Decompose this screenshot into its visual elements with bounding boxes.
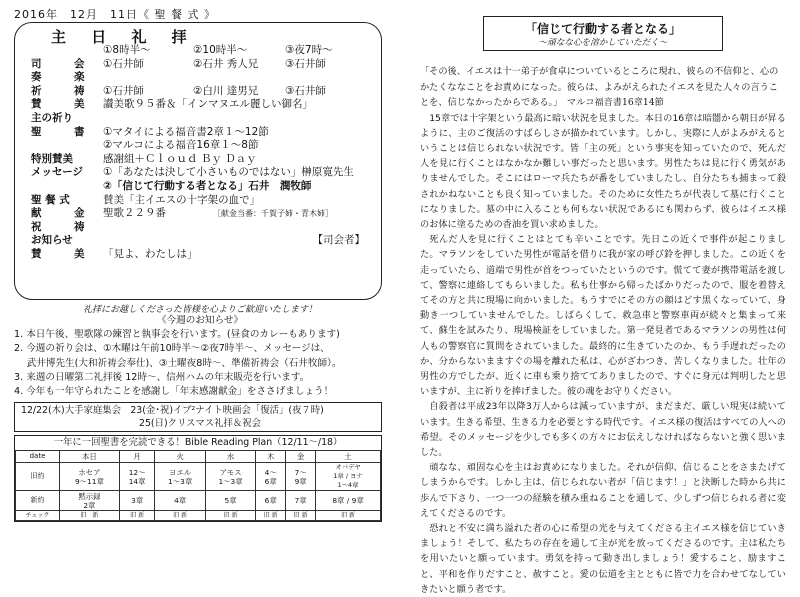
closing-hymn-row: 賛 美 「見よ、わたしは」 bbox=[31, 248, 371, 262]
events-box bbox=[14, 402, 382, 432]
table-row: 新約 黙示録 2章 3章 4章 5章 6章 7章 8章 / 9章 bbox=[16, 491, 381, 511]
announcements-heading: 《今週のお知らせ》 bbox=[14, 314, 386, 328]
time-2: ②10時半～ bbox=[193, 44, 285, 58]
sermon-paragraph: 頑なな、頑固な心を主はお責めになりました。それが信仰、信じることをさまたげてしまうからです。しかし主は、信じられない者が「信じます！」と決断した時から共に歩んで下さり、一つ一つの経験を積み重ねることを通して、少しずつ信じられる者に変えてくださるのです。 bbox=[420, 460, 786, 521]
sermon-title-box bbox=[483, 16, 723, 51]
sermon-paragraph: 自殺者は平成23年以降3万人からは減っていますが、まだまだ、厳しい現実は続いています。生きる希望、生きる力を必要とする時代です。イエス様の復活はすべての人への希望。そのメッセージを少しでも多くの方々にお伝えしなければならないと強く思いました。 bbox=[420, 399, 786, 460]
presider-row: 司 会 ①石井師 ②石井 秀人兄 ③石井師 bbox=[31, 58, 371, 72]
sermon-subtitle: ～頑なな心を溶かしていただく～ bbox=[484, 36, 722, 48]
table-row: チェック 旧 新 旧 新 旧 新 旧 新 旧 新 旧 新 旧 新 bbox=[16, 511, 381, 521]
message-row-2: ②「信じて行動する者となる」石井 潤牧師 bbox=[31, 180, 371, 194]
sermon-paragraph: 死んだ人を見に行くことはとても辛いことです。先日この近くで事件が起こりました。マラソンをしていた男性が電話を借りに我が家の呼び鈴を押しました。この近くを走っていたら、道端で男性が首をつっていたというのです。慌てて妻が携帯電話を渡して、警察に連絡してもらいました。私も仕事から帰ったばかりだったので、服を着替えてその方と共に現場に向かいました。もうすでにその方の顔はどす黒くなっていて、身動き一つしていませんでした。しばらくして、救急車と警察車両が続々と集まって来て、蘇生を試みたり、現場検証をしていました。第一発見者であるマラソンの男性は何人もの警察官に質問をされていました。最終的に生きていたのか、もう手遅れだったのか、分からないまますぐの場を離れた私は、心がざわつき、苦しくなりました。壮年の男性の方でしたが、近くに車も乗り捨ててありましたので、すぐに身元は判明したと思いますが、主に祈りを捧げました。彼の魂をお守りください。 bbox=[420, 232, 786, 399]
scripture-row-2: ②マルコによる福音16章１～8節 bbox=[31, 139, 371, 153]
check-box[interactable]: 新 bbox=[92, 512, 98, 519]
message-row-1: メッセージ ①「あなたは決して小さいものではない」榊原寛先生 bbox=[31, 166, 371, 180]
time-3: ③夜7時～ bbox=[285, 44, 333, 58]
check-box[interactable]: 旧 bbox=[341, 512, 347, 519]
check-box[interactable]: 旧 bbox=[294, 512, 300, 519]
right-column bbox=[420, 16, 786, 556]
announcement-item: 1. 本日午後、聖歌隊の練習と執事会を行います。(昼食のカレーもあります) bbox=[14, 328, 386, 342]
check-box[interactable]: 旧 bbox=[264, 512, 270, 519]
announcement-item: 4. 今年も一年守られたことを感謝し「年末感謝献金」をささげましょう！ bbox=[14, 385, 386, 399]
check-box[interactable]: 新 bbox=[138, 512, 144, 519]
worship-title: 主 日 礼 拝 bbox=[51, 26, 371, 44]
prayer-row: 祈 祷 ①石井師 ②白川 達男兄 ③石井師 bbox=[31, 85, 371, 99]
check-box[interactable]: 新 bbox=[232, 512, 238, 519]
sermon-paragraph: 15章では十字架という最高に暗い状況を見ました。本日の16章は暗闇から朝日が昇るように、主のご復活のすばらしさが描かれています。しかし、実際に人がよみがえるということは信じられない状況です。皆「主の死」という事実を知っていたので、死んだ人を見に行くことはなかなか難しい事だったと思います。男性たちは見に行く勇気がありませんでした。そこにはローマ兵たちが番をしていましたし、自分たちも捕まって殺されかねないことも良く知っていました。そのために女性たちが代表して墓に行くことになりました。墓の中に入ることも何もない状況であるにも関わらず、彼らはイエス様のお体に塗るための香油を買い求めました。 bbox=[420, 111, 786, 233]
time-1: ①8時半～ bbox=[103, 44, 193, 58]
sermon-paragraph: 恐れと不安に満ち溢れた者の心に希望の光を与えてくださる主イエス様を信じていきましょう！そして、私たちの存在を通して主が光を放ってくださるのです。主は私たちを用いたいと願っています。勇気を持って動き出しましょう！愛すること、励ますこと、平和を作りだすこと、赦すこと。愛の伝道を主とともに皆で力を合わせてなしていきたいと願う者です。 bbox=[420, 521, 786, 597]
check-box[interactable]: 旧 bbox=[224, 512, 230, 519]
left-column bbox=[14, 6, 386, 556]
offering-row: 献 金 聖歌２２９番 ［献金当番：千賀子姉・青木姉］ bbox=[31, 207, 371, 221]
bulletin-header: 2016年 12月 11日《 聖 餐 式 》 bbox=[14, 6, 386, 20]
worship-order-box bbox=[14, 22, 382, 300]
check-box[interactable]: 旧 bbox=[173, 512, 179, 519]
scripture-quote: 「その後、イエスは十一弟子が食卓についているところに現れ、彼らの不信仰と、心のかたくななことをお責めになった。彼らは、よみがえられたイエスを見た人々の言うことを、信じなかったからである。」 マルコ福音書16章14節 bbox=[420, 64, 786, 111]
times-row bbox=[31, 44, 371, 58]
welcome-message: 礼拝にお越しくださった皆様を心よりご歓迎いたします！ bbox=[14, 302, 386, 314]
prelude-row: 奏 楽 bbox=[31, 71, 371, 85]
announcement-item: 武井博先生(大和祈祷会奉仕)、③土曜夜8時～、準備祈祷会（石井牧師）。 bbox=[14, 357, 386, 371]
special-music-row: 特別賛美 感謝組＋Ｃｌｏｕｄ Ｂｙ Ｄａｙ bbox=[31, 153, 371, 167]
sermon-title: 「信じて行動する者となる」 bbox=[484, 20, 722, 36]
announcement-item: 2. 今週の祈り会は、①木曜は午前10時半～②夜7時半～、メッセージは、 bbox=[14, 342, 386, 356]
reading-plan bbox=[14, 435, 382, 522]
check-box[interactable]: 新 bbox=[181, 512, 187, 519]
lords-prayer-row: 主の祈り bbox=[31, 112, 371, 126]
check-box[interactable]: 新 bbox=[302, 512, 308, 519]
hymn-row: 賛 美 讃美歌９５番 ＆「インマヌエル麗しい御名」 bbox=[31, 98, 371, 112]
reading-plan-table bbox=[15, 450, 381, 521]
notices-row: お知らせ 【司会者】 bbox=[31, 234, 371, 248]
blessing-row: 祝 祷 bbox=[31, 221, 371, 235]
reading-plan-title: 一年に一回聖書を完読できる！Bible Reading Plan（12/11～/18） bbox=[15, 436, 381, 450]
communion-row: 聖 餐 式 賛美「主イエスの十字架の血で」 bbox=[31, 194, 371, 208]
check-box[interactable]: 新 bbox=[349, 512, 355, 519]
check-box[interactable]: 旧 bbox=[130, 512, 136, 519]
announcement-item: 3. 来週の日曜第二礼拝後 12時～、信州ハムの年末販売を行います。 bbox=[14, 371, 386, 385]
event-line-2: 25(日)クリスマス礼拝＆祝会 bbox=[21, 417, 375, 430]
announcements bbox=[14, 314, 386, 399]
event-line-1: 12/22(木)大手家庭集会 23(金･祝)イブ²ナイト映画会「復活」(夜７時) bbox=[21, 404, 375, 417]
table-row: date 本日 月 火 水 木 金 土 bbox=[16, 451, 381, 463]
table-row: 旧約 ホセア 9～11章 12～ 14章 ヨエル 1～3章 アモス 1～3章 4～ 6章 7～ 9章 オバデヤ 1章 / ヨナ 1～4章 bbox=[16, 463, 381, 491]
scripture-row-1: 聖 書 ①マタイによる福音書2章１～12節 bbox=[31, 126, 371, 140]
sermon-body bbox=[420, 111, 786, 597]
check-box[interactable]: 新 bbox=[272, 512, 278, 519]
check-box[interactable]: 旧 bbox=[80, 512, 86, 519]
